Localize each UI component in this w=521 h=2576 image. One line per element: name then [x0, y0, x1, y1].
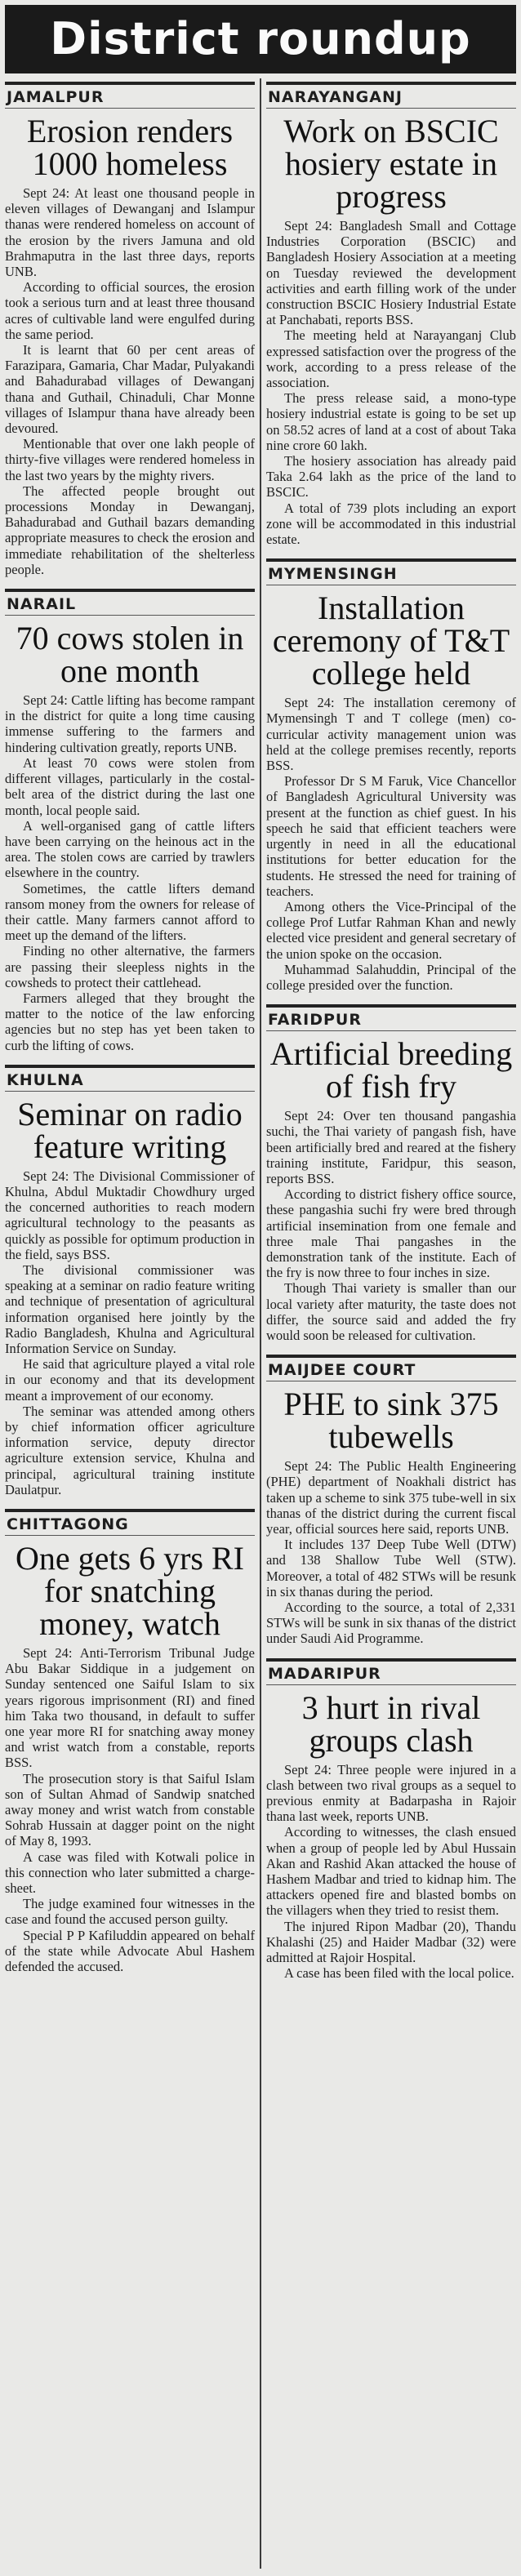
article-dateline: CHITTAGONG: [5, 1509, 255, 1536]
article-dateline: KHULNA: [5, 1065, 255, 1092]
article-paragraph: The hosiery association has already paid Taka 2.64 lakh as the price of the land to BSCIC.: [266, 453, 516, 501]
article-paragraph: Sept 24: Three people were injured in a clash between two rival groups as a sequel to previous enmity at Badarpasha in Rajoir thana last week, reports UNB.: [266, 1761, 516, 1825]
article-dateline: MYMENSINGH: [266, 558, 516, 585]
article-paragraph: Though Thai variety is smaller than our local variety after maturity, the taste does not differ, the source said and added the fry would soon be released for cultivation.: [266, 1280, 516, 1343]
article-headline: 3 hurt in rival groups clash: [301, 1688, 481, 1759]
article-headline: PHE to sink 375 tubewells: [283, 1386, 499, 1456]
article-paragraph: Professor Dr S M Faruk, Vice Chancellor of Bangladesh Agricultural University was present at the function as chief guest. In his speech he said that efficient teachers were urgently in need in all the educational institutions for better education for the students. He stressed the need for training of teachers.: [266, 773, 516, 899]
article-dateline: JAMALPUR: [5, 82, 255, 109]
article-paragraph: The affected people brought out processions Monday in Dewanganj, Bahadurabad and Guthail bazars demanding appropriate measures to check the erosion and immediate rehabilitation of the shelterless people.: [5, 483, 255, 577]
article-body: [266, 1458, 516, 1646]
article-paragraph: The prosecution story is that Saiful Islam son of Sultan Ahmad of Sandwip snatched away money and wrist watch from constable Sohrab Hussain at dagger point on the night of May 8, 1993.: [5, 1770, 255, 1849]
article-paragraph: It is learnt that 60 per cent areas of Farazipara, Gamaria, Char Madar, Pulyakandi and Bahadurabad villages of Dewanganj thana and Guthail, Chinaduli, Char Monne villages of Islampur thana have already been devoured.: [5, 342, 255, 437]
article-headline: Installation ceremony of T&T college held: [272, 589, 510, 692]
article-body: [5, 692, 255, 1053]
news-article: [266, 82, 516, 547]
article-dateline: NARAYANGANJ: [266, 82, 516, 109]
article-paragraph: According to the source, a total of 2,331 STWs will be sunk in six thanas of the district under Saudi Aid Programme.: [266, 1599, 516, 1647]
article-body: [5, 1645, 255, 1974]
article-paragraph: The seminar was attended among others by chief information officer agriculture information service, deputy director agriculture extension service, Khulna and principal, agricultural training institute Daulatpur.: [5, 1403, 255, 1497]
news-article: [266, 1004, 516, 1343]
article-body: [5, 1168, 255, 1497]
article-headline: One gets 6 yrs RI for snatching money, watch: [16, 1540, 244, 1643]
article-body: [266, 218, 516, 547]
article-paragraph: Sept 24: Over ten thousand pangashia suchi, the Thai variety of pangash fish, have been artificially bred and reared at the fishery training institute, Faridpur, this season, reports BSS.: [266, 1108, 516, 1186]
article-paragraph: According to witnesses, the clash ensued when a group of people led by Abul Hussain Akan and Rashid Akan attacked the house of Hashem Madbar and tried to kidnap him. The attackers opened fire and blasted bombs on the villagers when they tried to resist them.: [266, 1824, 516, 1919]
article-paragraph: Special P P Kafiluddin appeared on behalf of the state while Advocate Abul Hashem defended the accused.: [5, 1927, 255, 1975]
news-article: [5, 82, 255, 577]
news-article: [266, 1658, 516, 1982]
article-body: [266, 1762, 516, 1982]
article-headline: Artificial breeding of fish fry: [269, 1035, 513, 1106]
article-paragraph: Muhammad Salahuddin, Principal of the college presided over the function.: [266, 961, 516, 993]
news-article: [5, 589, 255, 1053]
article-paragraph: Among others the Vice-Principal of the college Prof Lutfar Rahman Khan and newly elected vice president and general secretary of the union spoke on the occasion.: [266, 898, 516, 962]
article-dateline: FARIDPUR: [266, 1004, 516, 1031]
article-paragraph: Sept 24: The Public Health Engineering (PHE) department of Noakhali district has taken up a scheme to sink 375 tube-well in six thanas of the district during the current fiscal year, official sources here said, reports UNB.: [266, 1458, 516, 1537]
news-article: [266, 558, 516, 993]
news-article: [266, 1355, 516, 1646]
article-paragraph: A well-organised gang of cattle lifters have been carrying on the heinous act in the area. The stolen cows are carried by trawlers elsewhere in the country.: [5, 817, 255, 881]
article-paragraph: A total of 739 plots including an export zone will be accommodated in this industrial estate.: [266, 500, 516, 548]
article-paragraph: Sept 24: At least one thousand people in eleven villages of Dewanganj and Islampur thanas were rendered homeless on account of the erosion by the rivers Jamuna and old Brahmaputra in the last three days, reports UNB.: [5, 185, 255, 280]
article-paragraph: Sometimes, the cattle lifters demand ransom money from the owners for release of their cattle. Many farmers cannot afford to meet up the demand of the lifters.: [5, 880, 255, 944]
article-paragraph: The meeting held at Narayanganj Club expressed satisfaction over the progress of the work, according to a press release of the association.: [266, 327, 516, 391]
right-column: [266, 82, 516, 2572]
section-banner: District roundup: [5, 5, 516, 73]
article-paragraph: At least 70 cows were stolen from different villages, particularly in the costal-belt area of the district during the last one month, local people said.: [5, 754, 255, 818]
article-paragraph: A case has been filed with the local police.: [284, 1965, 514, 1982]
article-paragraph: Sept 24: Anti-Terrorism Tribunal Judge Abu Bakar Siddique in a judgement on Sunday sentenced one Saiful Islam to six years rigorous imprisonment (RI) and fined him Taka two thousand, in default to suffer one year more RI for snatching away money and wrist watch from a constable, reports BSS.: [5, 1645, 255, 1771]
article-headline: 70 cows stolen in one month: [16, 620, 244, 690]
article-headline: Work on BSCIC hosiery estate in progress: [283, 113, 499, 215]
article-body: [266, 1108, 516, 1343]
news-article: [5, 1065, 255, 1497]
article-paragraph: Sept 24: The installation ceremony of Mymensingh T and T college (men) co-curricular activity management union was held at the college premises recently, reports BSS.: [266, 695, 516, 774]
article-dateline: NARAIL: [5, 589, 255, 616]
left-column: [5, 82, 255, 2572]
news-article: [5, 1509, 255, 1974]
article-paragraph: Mentionable that over one lakh people of thirty-five villages were rendered homeless in the last two years by the mighty rivers.: [5, 436, 255, 483]
article-paragraph: It includes 137 Deep Tube Well (DTW) and 138 Shallow Tube Well (STW). Moreover, a total of 482 STWs will be resunk in six thanas during the period.: [266, 1537, 516, 1599]
article-paragraph: The press release said, a mono-type hosiery industrial estate is going to be set up on 58.52 acres of land at a cost of about Taka nine crore 60 lakh.: [266, 390, 516, 453]
article-headline: Seminar on radio feature writing: [17, 1095, 243, 1165]
article-dateline: MAIJDEE COURT: [266, 1355, 516, 1381]
article-paragraph: Farmers alleged that they brought the matter to the notice of the law enforcing agencies but no step has yet been taken to curb the lifting of cows.: [5, 990, 255, 1053]
article-paragraph: According to district fishery office source, these pangashia suchi fry were bred through artificial insemination from one female and three male Thai pangashes in the demonstration tank of the institute. Each of the fry is now three to four inches in size.: [266, 1186, 516, 1281]
article-paragraph: He said that agriculture played a vital role in our economy and that its development meant a improvement of our economy.: [5, 1356, 255, 1404]
article-paragraph: Finding no other alternative, the farmers are passing their sleepless nights in the cowsheds to protect their cattlehead.: [5, 943, 255, 990]
article-paragraph: The divisional commissioner was speaking at a seminar on radio feature writing and technique of presentation of agricultural information organised here jointly by the Radio Bangladesh, Khulna and Agricultural Information Service on Sunday.: [5, 1261, 255, 1356]
article-paragraph: Sept 24: Cattle lifting has become rampant in the district for quite a long time causing immense suffering to the farmers and hindering cultivation greatly, reports UNB.: [5, 692, 255, 755]
article-body: [5, 185, 255, 577]
column-divider: [260, 78, 261, 2569]
article-paragraph: The judge examined four witnesses in the case and found the accused person guilty.: [5, 1896, 255, 1928]
article-paragraph: According to official sources, the erosion took a serious turn and at least three thousand acres of cultivable land were engulfed during the same period.: [5, 279, 255, 342]
article-paragraph: Sept 24: Bangladesh Small and Cottage Industries Corporation (BSCIC) and Bangladesh Hosiery Association at a meeting on Tuesday reviewed the development activities and earth filling work of the under construction BSCIC Hosiery Industrial Estate at Panchabati, reports BSS.: [266, 218, 516, 328]
article-paragraph: A case was filed with Kotwali police in this connection who later submitted a charge-sheet.: [5, 1849, 255, 1897]
article-body: [266, 695, 516, 993]
article-dateline: MADARIPUR: [266, 1658, 516, 1685]
article-paragraph: The injured Ripon Madbar (20), Thandu Khalashi (25) and Haider Madbar (32) were admitted at Rajoir Hospital.: [266, 1918, 516, 1966]
article-paragraph: Sept 24: The Divisional Commissioner of Khulna, Abdul Muktadir Chowdhury urged the concerned authorities to reach modern agricultural technology to the peasants as quickly as possible for optimum production in the field, says BSS.: [5, 1168, 255, 1262]
article-headline: Erosion renders 1000 homeless: [26, 113, 234, 182]
